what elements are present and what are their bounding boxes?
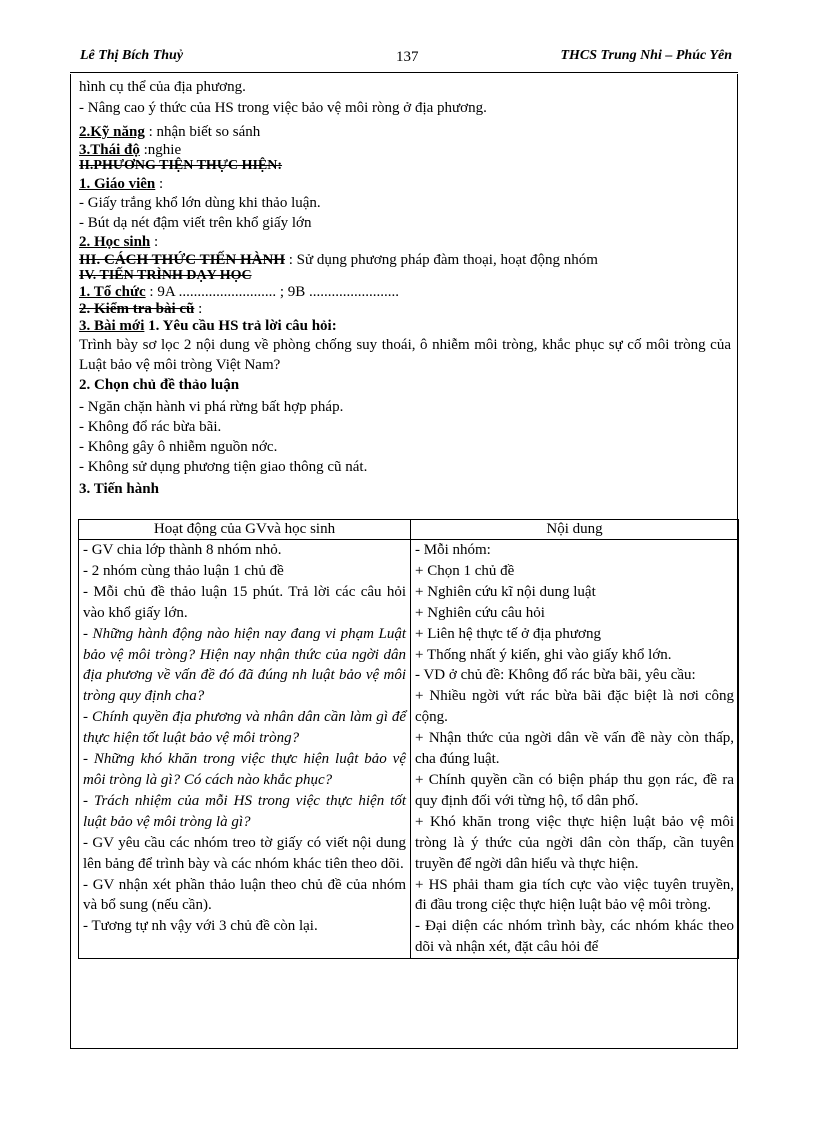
content-item: - Mỗi nhóm: bbox=[415, 542, 491, 558]
content-item: + Nghiên cứu câu hỏi bbox=[415, 604, 545, 621]
header-rule bbox=[70, 72, 738, 73]
activity-item: - Chính quyền địa phương và nhân dân cần làm gì để thực hiện tốt luật bảo vệ môi tròng? bbox=[83, 709, 406, 747]
activity-item: - Trách nhiệm của mỗi HS trong việc thực hiện tốt luật bảo vệ môi tròng là gì? bbox=[83, 792, 406, 830]
skill-text: : nhận biết so sánh bbox=[144, 124, 261, 140]
teacher-item-1: - Giấy trắng khổ lớn dùng khi thảo luận. bbox=[79, 195, 321, 211]
activity-item: - GV chia lớp thành 8 nhóm nhỏ. bbox=[83, 542, 282, 558]
activity-item: - 2 nhóm cùng thảo luận 1 chủ đề bbox=[83, 562, 284, 579]
lesson-intro bbox=[70, 74, 738, 504]
col-header-content: Nội dung bbox=[411, 520, 739, 540]
teacher-heading: 1. Giáo viên : bbox=[79, 176, 164, 192]
topic-item-4: - Không sử dụng phương tiện giao thông cũ nát. bbox=[79, 459, 368, 475]
skill-label: 2.Kỹ năng bbox=[79, 124, 145, 140]
header-school: THCS Trung Nhi – Phúc Yên bbox=[560, 48, 732, 63]
org-line: 1. Tổ chức : 9A .......................... ; 9B ........................ bbox=[79, 284, 400, 300]
activity-item: - Những hành động nào hiện nay đang vi phạm Luật bảo vệ môi tròng? Hiện nay nhận thức của ngời dân địa phương về vấn đề đó đã đúng nh luật bảo vệ môi tròng quy định cha? bbox=[83, 625, 406, 705]
content-item: + Liên hệ thực tế ở địa phương bbox=[415, 625, 601, 642]
section4-heading: IV. TIẾN TRÌNH DẠY HỌC bbox=[79, 268, 252, 283]
content-item: + Thống nhất ý kiến, ghi vào giấy khổ lớn. bbox=[415, 646, 672, 663]
page-number: 137 bbox=[396, 49, 419, 65]
topic-item-2: - Không đổ rác bừa bãi. bbox=[79, 419, 222, 435]
topic-heading: 2. Chọn chủ đề thảo luận bbox=[79, 377, 240, 393]
activity-item: - GV yêu cầu các nhóm treo tờ giấy có viết nội dung lên bảng để trình bày và các nhóm khác tiên theo dõi. bbox=[83, 834, 406, 872]
activities-cell bbox=[79, 540, 411, 959]
attitude-text: :nghie bbox=[139, 142, 182, 158]
section3-line: III. CÁCH THỨC TIẾN HÀNH : Sử dụng phương pháp đàm thoại, hoạt động nhóm bbox=[79, 252, 598, 268]
student-heading: 2. Học sinh : bbox=[79, 234, 159, 250]
question-text: Trình bày sơ lọc 2 nội dung về phòng chống suy thoái, ô nhiễm môi tròng, khắc phục sự cố môi tròng của Luật bảo vệ môi tròng Việt Nam? bbox=[79, 337, 731, 373]
content-item: - VD ở chủ đề: Không đổ rác bừa bãi, yêu cầu: bbox=[415, 667, 696, 684]
activity-item: - Mỗi chủ đề thảo luận 15 phút. Trả lời các câu hỏi vào khổ giấy lớn. bbox=[83, 583, 406, 621]
intro-line1: hình cụ thể của địa phương. bbox=[79, 79, 246, 95]
content-item: + Nhận thức của ngời dân về vấn đề này còn thấp, cha đúng luật. bbox=[415, 730, 734, 768]
activity-item: - Những khó khăn trong việc thực hiện luật bảo vệ môi tròng là gì? Có cách nào khắc phục? bbox=[83, 751, 406, 788]
content-item: + Nghiên cứu kĩ nội dung luật bbox=[415, 583, 596, 600]
skill-line bbox=[79, 122, 260, 142]
content-item: + HS phải tham gia tích cực vào việc tuyên truyền, đi đầu trong ciệc thực hiện luật bảo vệ môi tròng. bbox=[415, 876, 734, 914]
activity-item: - GV nhận xét phần thảo luận theo chủ đề của nhóm và bổ sung (nếu cần). bbox=[83, 876, 406, 914]
intro-line2: - Nâng cao ý thức của HS trong việc bảo vệ môi ròng ở địa phương. bbox=[79, 100, 487, 116]
check-line: 2. Kiểm tra bài cũ : bbox=[79, 301, 203, 317]
content-item: - Đại diện các nhóm trình bày, các nhóm khác theo dõi và nhận xét, đặt câu hỏi để bbox=[415, 918, 734, 956]
content-cell bbox=[411, 540, 739, 959]
proceed-heading: 3. Tiến hành bbox=[79, 481, 159, 497]
header-author: Lê Thị Bích Thuỷ bbox=[80, 48, 184, 63]
attitude-label: 3.Thái độ bbox=[79, 142, 140, 158]
section2-heading: II.PHƯƠNG TIỆN THỰC HIỆN: bbox=[79, 158, 283, 173]
content-item: + Chọn 1 chủ đề bbox=[415, 562, 515, 579]
col-header-activities: Hoạt động của GVvà học sinh bbox=[79, 520, 411, 540]
activity-table bbox=[78, 519, 739, 959]
activity-item: - Tương tự nh vậy với 3 chủ đề còn lại. bbox=[83, 918, 318, 935]
topic-item-3: - Không gây ô nhiễm nguồn nớc. bbox=[79, 439, 278, 455]
new-lesson-line: 3. Bài mới 1. Yêu cầu HS trả lời câu hỏi: bbox=[79, 318, 337, 334]
teacher-item-2: - Bút dạ nét đậm viết trên khổ giấy lớn bbox=[79, 215, 312, 231]
topic-item-1: - Ngăn chặn hành vi phá rừng bất hợp pháp. bbox=[79, 399, 344, 415]
content-item: + Chính quyền cần có biện pháp thu gọn rác, đề ra quy định đối với từng hộ, tổ dân phố. bbox=[415, 771, 734, 809]
content-item: + Nhiều ngời vứt rác bừa bãi đặc biệt là nơi công cộng. bbox=[415, 688, 734, 726]
content-item: + Khó khăn trong việc thực hiện luật bảo vệ môi tròng là ý thức của ngời dân còn thấp, cần tuyên truyền để ngời dân hiểu và thực hiện. bbox=[415, 813, 734, 872]
